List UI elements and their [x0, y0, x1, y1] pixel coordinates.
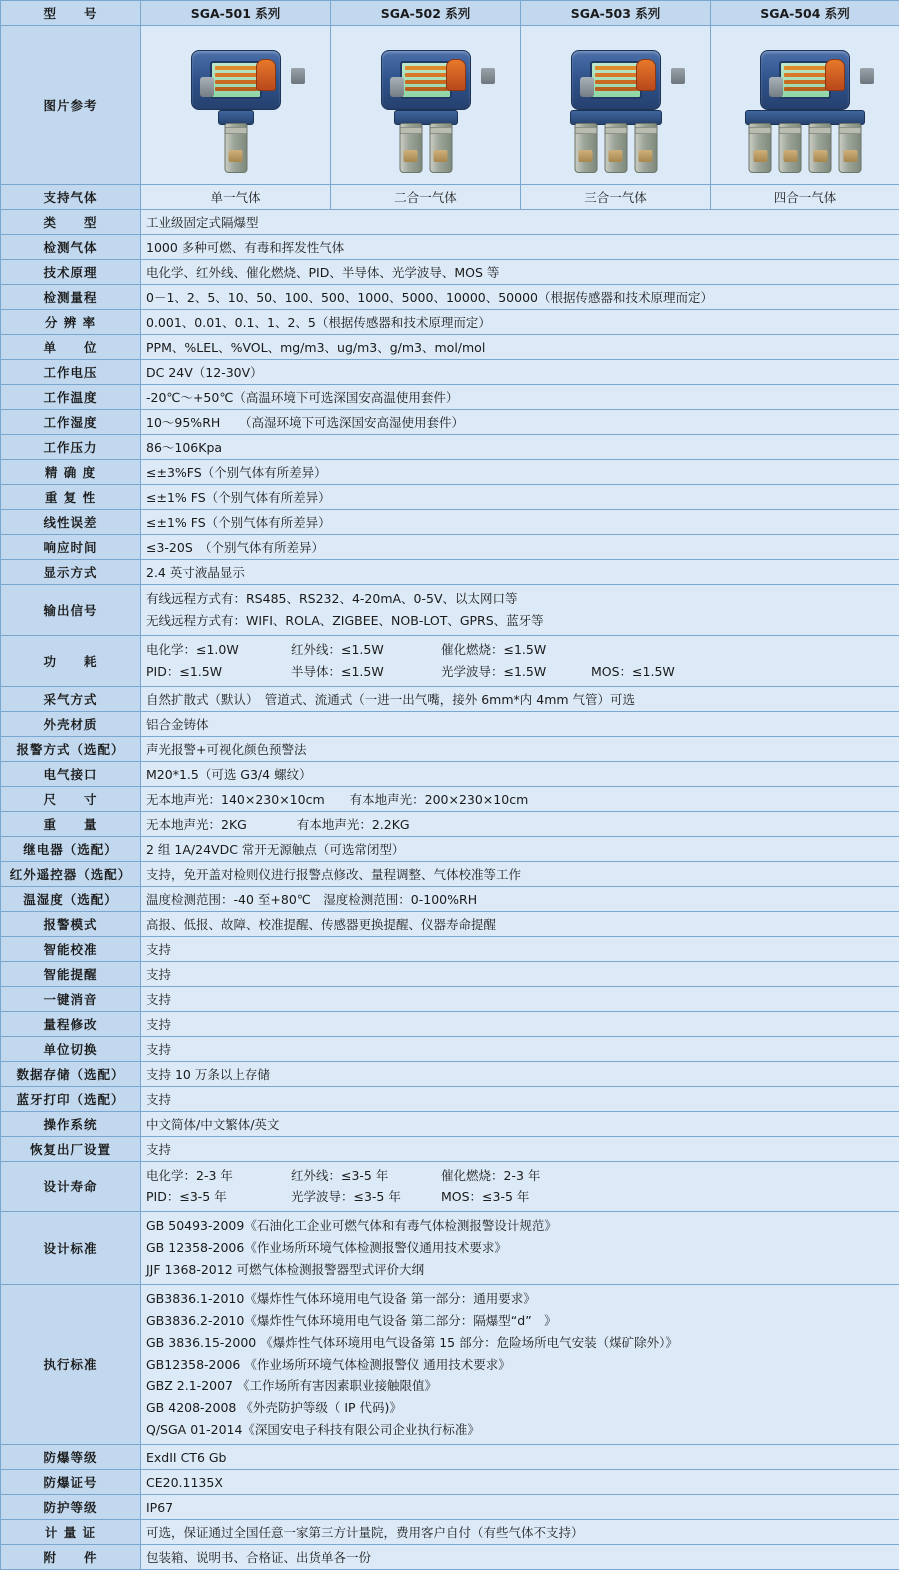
detector-housing-icon	[571, 50, 661, 110]
model-name-504: SGA-504 系列	[711, 1, 899, 26]
alarm-lamp-icon	[825, 59, 845, 91]
table-row-temperature	[1, 385, 899, 410]
power-infrared: 红外线：≤1.5W	[291, 639, 441, 661]
row-value-weight: 无本地声光：2KG 有本地声光：2.2KG	[141, 811, 899, 836]
sensor-probe-icon	[574, 123, 597, 173]
row-label-humidity: 工作湿度	[1, 410, 141, 435]
table-row-model-header	[1, 1, 899, 26]
life-electrochemical: 电化学：2-3 年	[146, 1165, 291, 1187]
row-value-unit: PPM、%LEL、%VOL、mg/m3、ug/m3、g/m3、mol/mol	[141, 335, 899, 360]
power-mos: MOS：≤1.5W	[591, 661, 675, 683]
sensor-probe-icon	[779, 123, 802, 173]
row-value-range: 0－1、2、5、10、50、100、500、1000、5000、10000、50000（根据传感器和技术原理而定）	[141, 285, 899, 310]
row-value-accessories: 包装箱、说明书、合格证、出货单各一份	[141, 1545, 899, 1570]
row-label-display: 显示方式	[1, 560, 141, 585]
device-image-504	[711, 26, 899, 185]
alarm-lamp-icon	[256, 59, 276, 91]
row-label-range: 检测量程	[1, 285, 141, 310]
table-row-range	[1, 285, 899, 310]
row-label-unit-switch: 单位切换	[1, 1036, 141, 1061]
row-value-bluetooth-print: 支持	[141, 1086, 899, 1111]
row-value-power	[141, 635, 899, 686]
row-label-explosion-proof-cert: 防爆证号	[1, 1470, 141, 1495]
row-value-explosion-proof-grade: ExdII CT6 Gb	[141, 1445, 899, 1470]
execution-standard-item: GB12358-2006 《作业场所环境气体检测报警仪 通用技术要求》	[146, 1354, 894, 1376]
supported-gas-504: 四合一气体	[711, 185, 899, 210]
detector-housing-icon	[191, 50, 281, 110]
sensor-group	[574, 123, 657, 173]
row-label-power: 功 耗	[1, 635, 141, 686]
row-value-output-signal	[141, 585, 899, 636]
row-label-housing-material: 外壳材质	[1, 711, 141, 736]
row-value-execution-standards	[141, 1284, 899, 1444]
cable-gland-icon	[200, 77, 214, 97]
row-label-one-key-mute: 一键消音	[1, 986, 141, 1011]
model-name-502: SGA-502 系列	[331, 1, 521, 26]
row-label-supported-gas: 支持气体	[1, 185, 141, 210]
row-label-temp-humidity-option: 温湿度（选配）	[1, 886, 141, 911]
cable-gland-icon	[769, 77, 783, 97]
sensor-probe-icon	[604, 123, 627, 173]
row-value-design-standards	[141, 1212, 899, 1285]
table-row-execution-standards	[1, 1284, 899, 1444]
table-row-metrology-cert	[1, 1520, 899, 1545]
table-row-accessories	[1, 1545, 899, 1570]
row-value-ir-remote: 支持，免开盖对检则仪进行报警点修改、量程调整、气体校准等工作	[141, 861, 899, 886]
table-row-response-time	[1, 535, 899, 560]
row-label-design-standards: 设计标准	[1, 1212, 141, 1285]
row-label-image-reference: 图片参考	[1, 26, 141, 185]
row-value-resolution: 0.001、0.01、0.1、1、2、5（根据传感器和技术原理而定）	[141, 310, 899, 335]
table-row-temp-humidity-option	[1, 886, 899, 911]
table-row-electrical-interface	[1, 761, 899, 786]
table-row-pressure	[1, 435, 899, 460]
table-row-display	[1, 560, 899, 585]
row-label-technology: 技术原理	[1, 260, 141, 285]
alarm-lamp-icon	[446, 59, 466, 91]
table-row-housing-material	[1, 711, 899, 736]
row-label-alarm-mode: 报警模式	[1, 911, 141, 936]
power-optical: 光学波导：≤1.5W	[441, 661, 591, 683]
power-semiconductor: 半导体：≤1.5W	[291, 661, 441, 683]
table-row-relay	[1, 836, 899, 861]
design-standard-item: JJF 1368-2012 可燃气体检测报警器型式评价大纲	[146, 1259, 894, 1281]
power-catalytic: 催化燃烧：≤1.5W	[441, 639, 591, 661]
row-label-alarm-method: 报警方式（选配）	[1, 736, 141, 761]
row-label-metrology-cert: 计 量 证	[1, 1520, 141, 1545]
lamp-base-icon	[481, 68, 495, 84]
row-label-smart-calibration: 智能校准	[1, 936, 141, 961]
table-row-output-signal	[1, 585, 899, 636]
row-value-unit-switch: 支持	[141, 1036, 899, 1061]
table-row-explosion-proof-grade	[1, 1445, 899, 1470]
life-optical: 光学波导：≤3-5 年	[291, 1186, 441, 1208]
row-value-relay: 2 组 1A/24VDC 常开无源触点（可选常闭型）	[141, 836, 899, 861]
sensor-group	[749, 123, 862, 173]
row-value-ip-rating: IP67	[141, 1495, 899, 1520]
row-value-display: 2.4 英寸液晶显示	[141, 560, 899, 585]
table-row-detected-gas	[1, 235, 899, 260]
row-value-range-modify: 支持	[141, 1011, 899, 1036]
row-value-linearity: ≤±1% FS（个别气体有所差异）	[141, 510, 899, 535]
sensor-probe-icon	[224, 123, 247, 173]
row-value-alarm-method: 声光报警+可视化颜色预警法	[141, 736, 899, 761]
cable-gland-icon	[390, 77, 404, 97]
row-value-operating-system: 中文简体/中文繁体/英文	[141, 1111, 899, 1136]
row-value-temperature: -20℃～+50℃（高温环境下可选深国安高温使用套件）	[141, 385, 899, 410]
design-standard-item: GB 50493-2009《石油化工企业可燃气体和有毒气体检测报警设计规范》	[146, 1215, 894, 1237]
row-value-explosion-proof-cert: CE20.1135X	[141, 1470, 899, 1495]
row-label-accuracy: 精 确 度	[1, 460, 141, 485]
row-label-unit: 单 位	[1, 335, 141, 360]
table-row-humidity	[1, 410, 899, 435]
row-label-pressure: 工作压力	[1, 435, 141, 460]
model-name-503: SGA-503 系列	[521, 1, 711, 26]
gas-detector-illustration	[730, 32, 880, 178]
table-row-type	[1, 210, 899, 235]
detector-housing-icon	[760, 50, 850, 110]
life-pid: PID：≤3-5 年	[146, 1186, 291, 1208]
lamp-base-icon	[291, 68, 305, 84]
table-row-weight	[1, 811, 899, 836]
table-row-design-standards	[1, 1212, 899, 1285]
execution-standard-item: GB 4208-2008 《外壳防护等级（ IP 代码)》	[146, 1397, 894, 1419]
sensor-probe-icon	[429, 123, 452, 173]
gas-detector-illustration	[351, 32, 501, 178]
power-line-2	[146, 661, 894, 683]
design-life-line-1	[146, 1165, 894, 1187]
row-label-execution-standards: 执行标准	[1, 1284, 141, 1444]
sensor-probe-icon	[634, 123, 657, 173]
row-value-humidity: 10～95%RH （高湿环境下可选深国安高湿使用套件）	[141, 410, 899, 435]
row-value-smart-calibration: 支持	[141, 936, 899, 961]
row-value-data-storage: 支持 10 万条以上存储	[141, 1061, 899, 1086]
detector-display-icon	[590, 61, 642, 99]
table-row-alarm-method	[1, 736, 899, 761]
row-label-output-signal: 输出信号	[1, 585, 141, 636]
alarm-lamp-icon	[636, 59, 656, 91]
row-value-one-key-mute: 支持	[141, 986, 899, 1011]
execution-standard-item: GB3836.1-2010《爆炸性气体环境用电气设备 第一部分：通用要求》	[146, 1288, 894, 1310]
cable-gland-icon	[580, 77, 594, 97]
row-value-housing-material: 铝合金铸体	[141, 711, 899, 736]
row-label-relay: 继电器（选配）	[1, 836, 141, 861]
lamp-base-icon	[671, 68, 685, 84]
row-label-resolution: 分 辨 率	[1, 310, 141, 335]
lamp-base-icon	[860, 68, 874, 84]
row-label-factory-reset: 恢复出厂设置	[1, 1136, 141, 1161]
table-row-power	[1, 635, 899, 686]
table-row-unit	[1, 335, 899, 360]
row-value-pressure: 86～106Kpa	[141, 435, 899, 460]
row-value-factory-reset: 支持	[141, 1136, 899, 1161]
design-standard-item: GB 12358-2006《作业场所环境气体检测报警仪通用技术要求》	[146, 1237, 894, 1259]
row-label-explosion-proof-grade: 防爆等级	[1, 1445, 141, 1470]
execution-standard-item: GB3836.2-2010《爆炸性气体环境用电气设备 第二部分：隔爆型“d” 》	[146, 1310, 894, 1332]
supported-gas-501: 单一气体	[141, 185, 331, 210]
row-label-smart-reminder: 智能提醒	[1, 961, 141, 986]
design-life-line-2	[146, 1186, 894, 1208]
row-label-data-storage: 数据存储（选配）	[1, 1061, 141, 1086]
table-row-resolution	[1, 310, 899, 335]
sensor-probe-icon	[399, 123, 422, 173]
gas-detector-illustration	[161, 32, 311, 178]
gas-detector-illustration	[541, 32, 691, 178]
row-value-type: 工业级固定式隔爆型	[141, 210, 899, 235]
sensor-probe-icon	[839, 123, 862, 173]
table-row-ip-rating	[1, 1495, 899, 1520]
detector-display-icon	[210, 61, 262, 99]
life-infrared: 红外线：≤3-5 年	[291, 1165, 441, 1187]
detector-display-icon	[400, 61, 452, 99]
detector-display-icon	[779, 61, 831, 99]
supported-gas-503: 三合一气体	[521, 185, 711, 210]
sensor-group	[399, 123, 452, 173]
table-row-linearity	[1, 510, 899, 535]
sensor-probe-icon	[809, 123, 832, 173]
device-image-501	[141, 26, 331, 185]
table-row-operating-system	[1, 1111, 899, 1136]
row-value-voltage: DC 24V（12-30V）	[141, 360, 899, 385]
table-row-accuracy	[1, 460, 899, 485]
table-row-smart-calibration	[1, 936, 899, 961]
table-row-image-reference	[1, 26, 899, 185]
row-label-repeatability: 重 复 性	[1, 485, 141, 510]
row-value-technology: 电化学、红外线、催化燃烧、PID、半导体、光学波导、MOS 等	[141, 260, 899, 285]
row-label-type: 类 型	[1, 210, 141, 235]
table-row-dimensions	[1, 786, 899, 811]
row-value-detected-gas: 1000 多种可燃、有毒和挥发性气体	[141, 235, 899, 260]
row-label-model: 型 号	[1, 1, 141, 26]
table-row-range-modify	[1, 1011, 899, 1036]
row-value-repeatability: ≤±1% FS（个别气体有所差异）	[141, 485, 899, 510]
row-label-ir-remote: 红外遥控器（选配）	[1, 861, 141, 886]
life-mos: MOS：≤3-5 年	[441, 1186, 591, 1208]
row-label-ip-rating: 防护等级	[1, 1495, 141, 1520]
table-row-one-key-mute	[1, 986, 899, 1011]
execution-standard-item: Q/SGA 01-2014《深国安电子科技有限公司企业执行标准》	[146, 1419, 894, 1441]
execution-standard-item: GB 3836.15-2000 《爆炸性气体环境用电气设备第 15 部分：危险场所电气安装（煤矿除外）》	[146, 1332, 894, 1354]
table-row-supported-gas	[1, 185, 899, 210]
row-value-temp-humidity-option: 温度检测范围：-40 至+80℃ 湿度检测范围：0-100%RH	[141, 886, 899, 911]
row-label-dimensions: 尺 寸	[1, 786, 141, 811]
row-label-operating-system: 操作系统	[1, 1111, 141, 1136]
model-name-501: SGA-501 系列	[141, 1, 331, 26]
table-row-technology	[1, 260, 899, 285]
row-value-smart-reminder: 支持	[141, 961, 899, 986]
row-value-metrology-cert: 可选，保证通过全国任意一家第三方计量院，费用客户自付（有些气体不支持）	[141, 1520, 899, 1545]
power-line-1	[146, 639, 894, 661]
table-row-data-storage	[1, 1061, 899, 1086]
row-label-sampling: 采气方式	[1, 686, 141, 711]
row-value-alarm-mode: 高报、低报、故障、校准提醒、传感器更换提醒、仪器寿命提醒	[141, 911, 899, 936]
row-label-temperature: 工作温度	[1, 385, 141, 410]
table-row-design-life	[1, 1161, 899, 1212]
sensor-probe-icon	[749, 123, 772, 173]
power-pid: PID：≤1.5W	[146, 661, 291, 683]
row-label-weight: 重 量	[1, 811, 141, 836]
table-row-alarm-mode	[1, 911, 899, 936]
detector-housing-icon	[381, 50, 471, 110]
row-label-linearity: 线性误差	[1, 510, 141, 535]
row-value-sampling: 自然扩散式（默认） 管道式、流通式（一进一出气嘴，接外 6mm*内 4mm 气管）可选	[141, 686, 899, 711]
table-row-ir-remote	[1, 861, 899, 886]
output-signal-wireless: 无线远程方式有：WIFI、ROLA、ZIGBEE、NOB-LOT、GPRS、蓝牙等	[146, 610, 894, 632]
table-row-explosion-proof-cert	[1, 1470, 899, 1495]
table-row-factory-reset	[1, 1136, 899, 1161]
row-value-accuracy: ≤±3%FS（个别气体有所差异）	[141, 460, 899, 485]
table-row-unit-switch	[1, 1036, 899, 1061]
sensor-group	[224, 123, 247, 173]
row-value-dimensions: 无本地声光：140×230×10cm 有本地声光：200×230×10cm	[141, 786, 899, 811]
row-label-accessories: 附 件	[1, 1545, 141, 1570]
row-value-design-life	[141, 1161, 899, 1212]
power-electrochemical: 电化学：≤1.0W	[146, 639, 291, 661]
device-image-503	[521, 26, 711, 185]
row-label-range-modify: 量程修改	[1, 1011, 141, 1036]
row-label-electrical-interface: 电气接口	[1, 761, 141, 786]
table-row-repeatability	[1, 485, 899, 510]
device-image-502	[331, 26, 521, 185]
life-catalytic: 催化燃烧：2-3 年	[441, 1165, 591, 1187]
table-row-bluetooth-print	[1, 1086, 899, 1111]
row-value-electrical-interface: M20*1.5（可选 G3/4 螺纹）	[141, 761, 899, 786]
row-value-response-time: ≤3-20S （个别气体有所差异）	[141, 535, 899, 560]
row-label-design-life: 设计寿命	[1, 1161, 141, 1212]
output-signal-wired: 有线远程方式有：RS485、RS232、4-20mA、0-5V、以太网口等	[146, 588, 894, 610]
table-row-voltage	[1, 360, 899, 385]
supported-gas-502: 二合一气体	[331, 185, 521, 210]
row-label-detected-gas: 检测气体	[1, 235, 141, 260]
table-row-sampling	[1, 686, 899, 711]
row-label-response-time: 响应时间	[1, 535, 141, 560]
row-label-voltage: 工作电压	[1, 360, 141, 385]
table-row-smart-reminder	[1, 961, 899, 986]
row-label-bluetooth-print: 蓝牙打印（选配）	[1, 1086, 141, 1111]
execution-standard-item: GBZ 2.1-2007 《工作场所有害因素职业接触限值》	[146, 1375, 894, 1397]
